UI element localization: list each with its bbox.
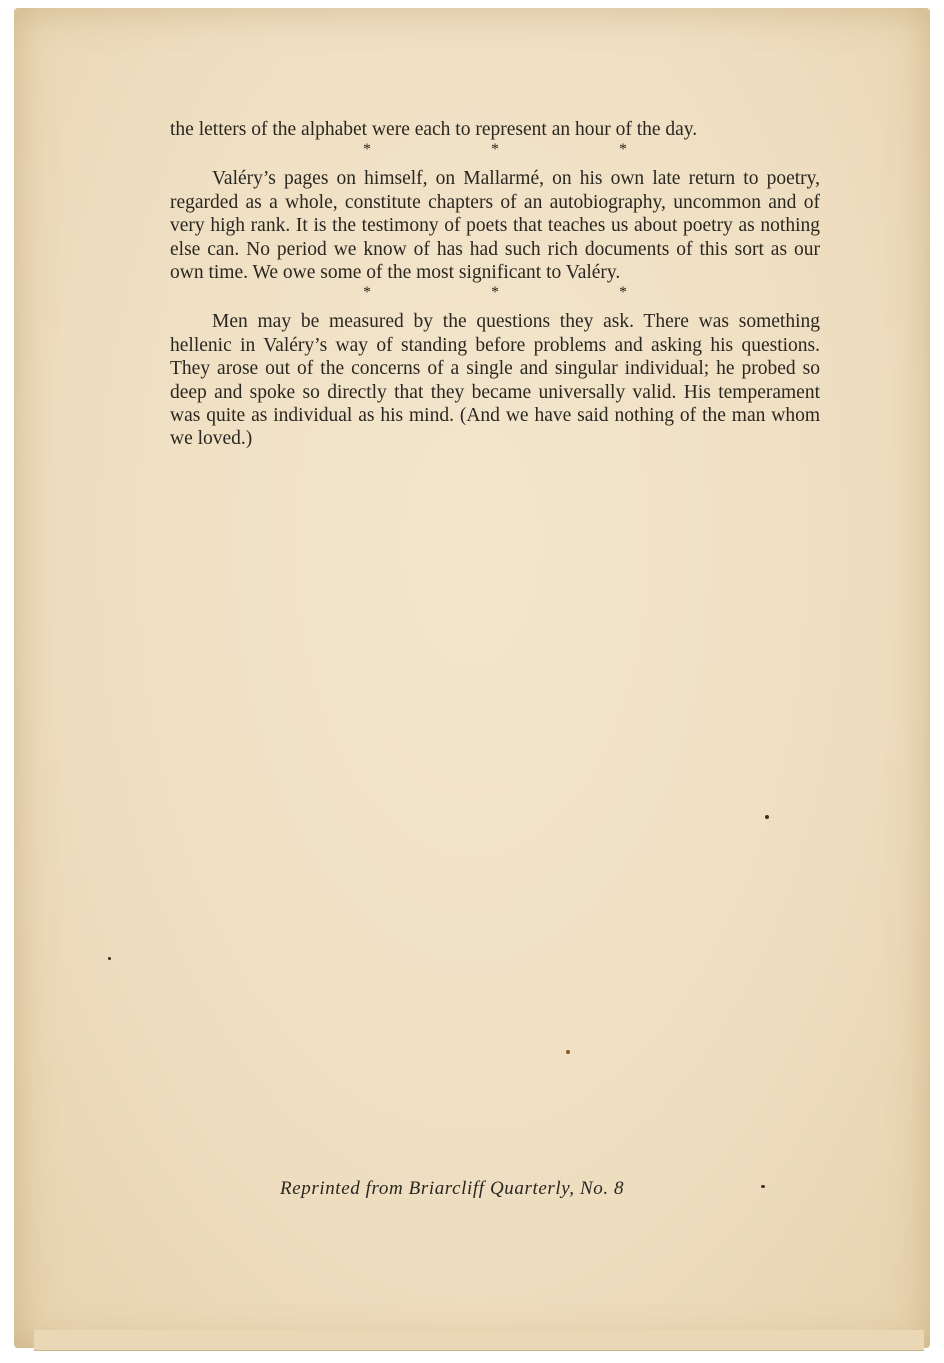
- paper-speck: [566, 1050, 570, 1054]
- paragraph-1: the letters of the alphabet were each to represent an hour of the day.: [170, 119, 698, 140]
- paragraph-3: Men may be measured by the questions they ask. There was something hellenic in Valéry’s way of standing before problems and asking his questions. They arose out of the concerns of a single and singular individual; he probed so deep and spoke so directly that they became universally valid. His temperament was quite as individual as his mind. (And we have said nothing of the man whom we loved.): [170, 311, 820, 450]
- paper-speck: [108, 957, 111, 960]
- paper-speck: [761, 1185, 765, 1188]
- body-text: [170, 118, 820, 451]
- reprint-note: Reprinted from Briarcliff Quarterly, No. 8: [280, 1178, 625, 1199]
- paper-speck: [765, 815, 769, 819]
- paper-edge: [34, 1330, 924, 1351]
- paragraph-2: Valéry’s pages on himself, on Mallarmé, on his own late return to poetry, regarded as a whole, constitute chapters of an autobiography, uncommon and of very high rank. It is the testimony of poets that teaches us about poetry as nothing else can. No period we know of has had such rich documents of this sort as our own time. We owe some of the most significant to Valéry.: [170, 168, 820, 284]
- separator-1: * * *: [363, 141, 685, 159]
- separator-2: * * *: [363, 284, 685, 302]
